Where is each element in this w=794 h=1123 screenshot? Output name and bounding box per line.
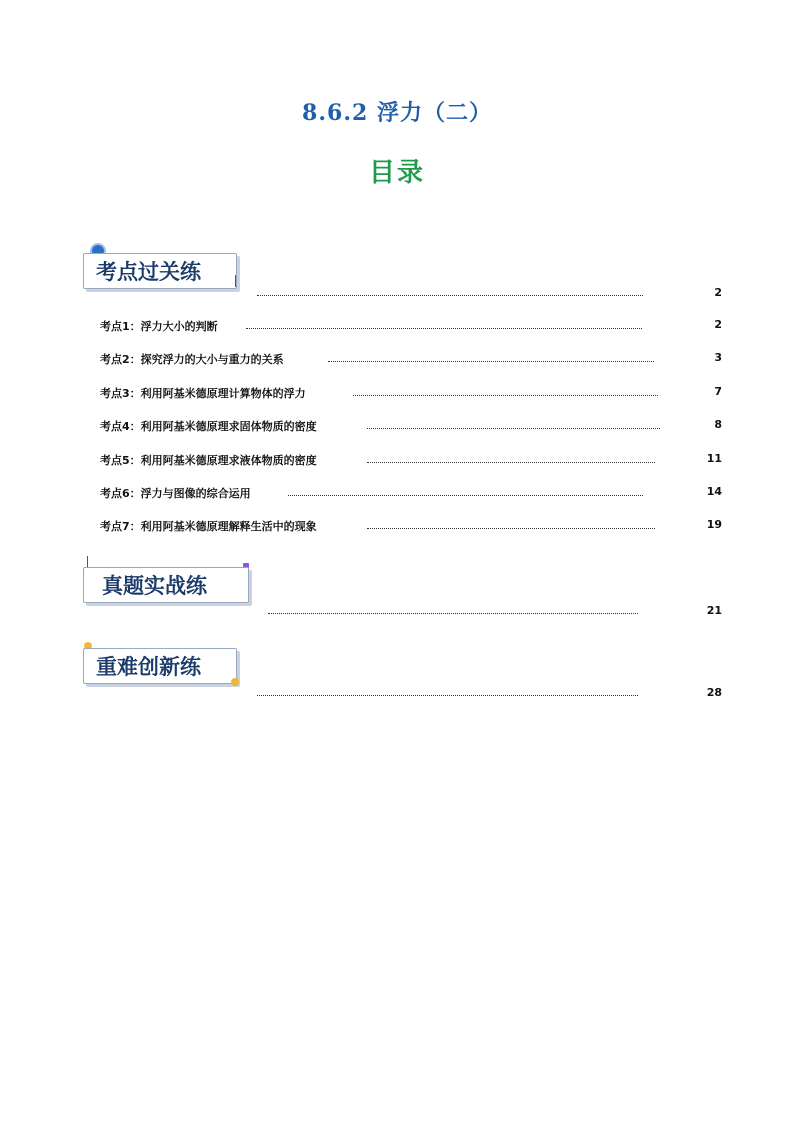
toc-item-1[interactable] [100, 318, 722, 334]
toc-page-number: 11 [706, 452, 722, 465]
toc-leader-dots [353, 394, 658, 396]
section-page-number: 28 [706, 686, 722, 699]
toc-page-number: 14 [706, 485, 722, 498]
toc-leader-dots [367, 461, 655, 463]
section-label: 真题实战练 [102, 574, 207, 598]
document-title: 8.6.2 浮力（二） [302, 100, 492, 126]
toc-page-number: 19 [706, 518, 722, 531]
toc-leader-dots [367, 427, 660, 429]
toc-item-label: 考点6：浮力与图像的综合运用 [100, 487, 251, 500]
toc-item-4[interactable] [100, 418, 722, 434]
toc-leader-dots [367, 527, 655, 529]
toc-leader-dots [246, 327, 642, 329]
toc-item-7[interactable] [100, 518, 722, 534]
toc-page-number: 2 [714, 318, 722, 331]
toc-item-label: 考点5：利用阿基米德原理求液体物质的密度 [100, 454, 317, 467]
toc-page-number: 8 [714, 418, 722, 431]
section-leader-dots [257, 294, 643, 296]
section-header-zhongnan[interactable] [83, 648, 237, 684]
toc-item-6[interactable] [100, 485, 722, 501]
toc-item-2[interactable] [100, 351, 722, 367]
section-corner-line [235, 275, 236, 287]
toc-item-label: 考点1：浮力大小的判断 [100, 320, 218, 333]
section-leader-dots [268, 612, 638, 614]
toc-heading: 目录 [368, 158, 425, 188]
toc-page-number: 7 [714, 385, 722, 398]
toc-leader-dots [328, 360, 654, 362]
section-header-kaodian[interactable] [83, 253, 237, 289]
toc-item-label: 考点4：利用阿基米德原理求固体物质的密度 [100, 420, 317, 433]
section-page-number: 2 [714, 286, 722, 299]
section-corner-icon [231, 678, 239, 686]
toc-item-label: 考点2：探究浮力的大小与重力的关系 [100, 353, 284, 366]
section-label: 考点过关练 [96, 260, 201, 284]
toc-leader-dots [288, 494, 643, 496]
section-header-zhenti[interactable] [83, 567, 249, 603]
toc-item-label: 考点7：利用阿基米德原理解释生活中的现象 [100, 520, 317, 533]
section-label: 重难创新练 [96, 655, 201, 679]
toc-page-number: 3 [714, 351, 722, 364]
toc-item-5[interactable] [100, 452, 722, 468]
section-leader-dots [257, 694, 638, 696]
toc-item-3[interactable] [100, 385, 722, 401]
section-page-number: 21 [706, 604, 722, 617]
toc-item-label: 考点3：利用阿基米德原理计算物体的浮力 [100, 387, 306, 400]
